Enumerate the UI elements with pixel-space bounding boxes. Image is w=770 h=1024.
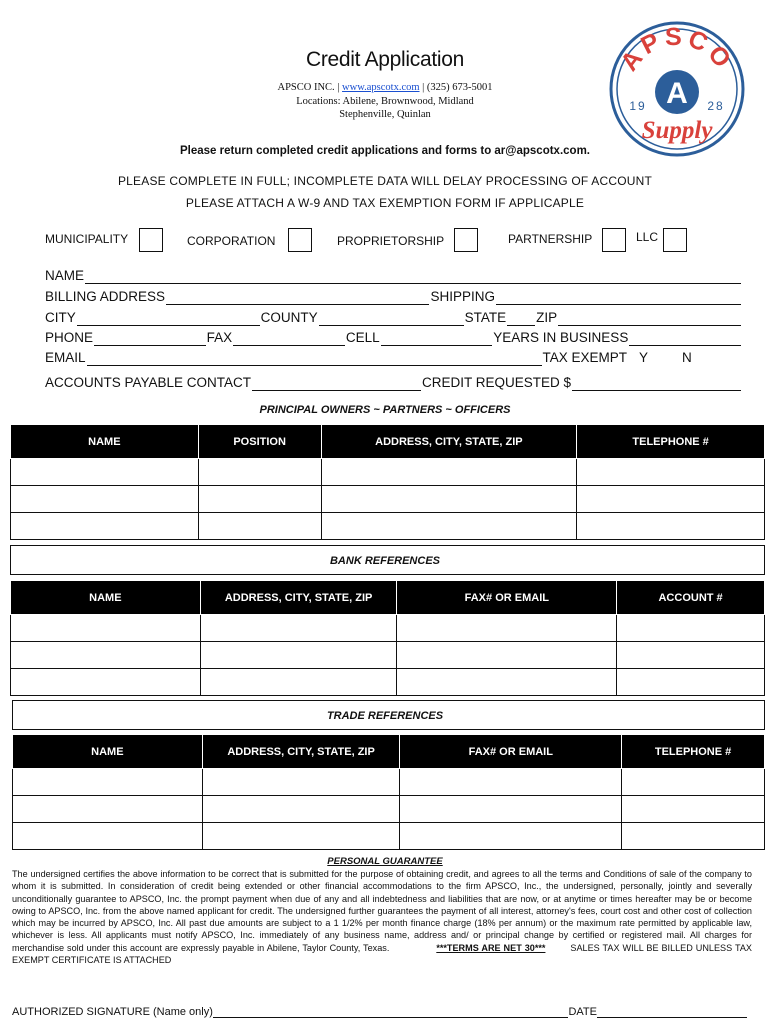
- entity-label-partnership: PARTNERSHIP: [508, 232, 593, 246]
- signature-label: AUTHORIZED SIGNATURE (Name only): [12, 1006, 213, 1018]
- state-input[interactable]: [507, 312, 535, 326]
- name-label: NAME: [45, 268, 85, 283]
- checkbox-corporation[interactable]: [288, 228, 312, 252]
- years-in-business-input[interactable]: [629, 332, 741, 346]
- page-title: Credit Application: [305, 48, 465, 71]
- table-cell[interactable]: [11, 642, 201, 669]
- logo-year-right: 28: [707, 99, 725, 113]
- logo-center-letter: A: [666, 77, 688, 110]
- trade-col-name: NAME: [13, 735, 203, 769]
- phone-label: PHONE: [45, 330, 94, 345]
- phone-row: [45, 328, 742, 346]
- ap-contact-label: ACCOUNTS PAYABLE CONTACT: [45, 375, 252, 390]
- entity-label-llc: LLC: [636, 230, 659, 244]
- years-in-business-label: YEARS IN BUSINESS: [493, 330, 629, 345]
- checkbox-llc[interactable]: [663, 228, 687, 252]
- table-cell[interactable]: [622, 823, 765, 850]
- table-cell[interactable]: [577, 513, 765, 540]
- table-cell[interactable]: [202, 769, 400, 796]
- table-row: [11, 669, 765, 696]
- table-cell[interactable]: [202, 823, 400, 850]
- table-cell[interactable]: [321, 513, 577, 540]
- company-phone: | (325) 673-5001: [422, 82, 493, 93]
- bank-col-address: ADDRESS, CITY, STATE, ZIP: [200, 581, 397, 615]
- entity-label-proprietorship: PROPRIETORSHIP: [337, 234, 445, 248]
- table-cell[interactable]: [200, 642, 397, 669]
- credit-requested-input[interactable]: [572, 377, 741, 391]
- email-row: [45, 348, 742, 366]
- table-cell[interactable]: [202, 796, 400, 823]
- state-label: STATE: [464, 310, 507, 325]
- principals-col-position: POSITION: [198, 425, 321, 459]
- billing-address-input[interactable]: [166, 291, 429, 305]
- ap-contact-row: [45, 373, 742, 391]
- table-row: [11, 486, 765, 513]
- company-contact-line: [0, 81, 770, 94]
- logo-year-left: 19: [629, 99, 647, 113]
- terms-net-30: ***TERMS ARE NET 30***: [436, 942, 546, 953]
- guarantee-title: PERSONAL GUARANTEE: [327, 856, 443, 867]
- table-cell[interactable]: [200, 615, 397, 642]
- table-cell[interactable]: [198, 486, 321, 513]
- table-cell[interactable]: [321, 459, 577, 486]
- entity-label-municipality: MUNICIPALITY: [45, 232, 129, 246]
- table-cell[interactable]: [13, 823, 203, 850]
- county-label: COUNTY: [260, 310, 318, 325]
- table-cell[interactable]: [11, 459, 199, 486]
- bank-table: [10, 580, 765, 696]
- table-cell[interactable]: [397, 642, 617, 669]
- table-row: [11, 642, 765, 669]
- tax-exempt-no[interactable]: N: [682, 350, 692, 365]
- locations-line-1: Locations: Abilene, Brownwood, Midland: [296, 96, 474, 107]
- principals-col-address: ADDRESS, CITY, STATE, ZIP: [321, 425, 577, 459]
- table-cell[interactable]: [617, 615, 765, 642]
- table-cell[interactable]: [321, 486, 577, 513]
- email-input[interactable]: [87, 352, 542, 366]
- table-row: [13, 823, 765, 850]
- bank-col-name: NAME: [11, 581, 201, 615]
- table-row: [13, 769, 765, 796]
- bank-title: BANK REFERENCES: [329, 555, 440, 567]
- fax-input[interactable]: [233, 332, 345, 346]
- table-cell[interactable]: [13, 796, 203, 823]
- table-cell[interactable]: [577, 486, 765, 513]
- date-label: DATE: [568, 1006, 597, 1018]
- table-cell[interactable]: [11, 669, 201, 696]
- zip-input[interactable]: [558, 312, 741, 326]
- signature-input[interactable]: [213, 1006, 569, 1018]
- guarantee-text: [12, 868, 752, 966]
- table-row: [11, 513, 765, 540]
- email-label: EMAIL: [45, 350, 86, 365]
- company-name: APSCO INC. |: [277, 82, 340, 93]
- table-row: [11, 459, 765, 486]
- fax-label: FAX: [206, 330, 233, 345]
- checkbox-partnership[interactable]: [602, 228, 626, 252]
- table-cell[interactable]: [622, 769, 765, 796]
- website-link[interactable]: www.apscotx.com: [342, 82, 420, 93]
- trade-col-address: ADDRESS, CITY, STATE, ZIP: [202, 735, 400, 769]
- table-cell[interactable]: [198, 459, 321, 486]
- signature-row: [12, 1006, 747, 1018]
- billing-address-label: BILLING ADDRESS: [45, 289, 166, 304]
- table-cell[interactable]: [400, 769, 622, 796]
- table-cell[interactable]: [397, 669, 617, 696]
- ap-contact-input[interactable]: [252, 377, 421, 391]
- trade-title: TRADE REFERENCES: [326, 710, 444, 722]
- shipping-input[interactable]: [496, 291, 741, 305]
- county-input[interactable]: [319, 312, 464, 326]
- name-row: [45, 266, 742, 284]
- notice-attach: PLEASE ATTACH A W-9 AND TAX EXEMPTION FORM IF APPLICAPLE: [185, 196, 585, 210]
- shipping-label: SHIPPING: [430, 289, 495, 304]
- table-cell[interactable]: [13, 769, 203, 796]
- principals-title: PRINCIPAL OWNERS ~ PARTNERS ~ OFFICERS: [259, 404, 511, 416]
- city-row: [45, 308, 742, 326]
- table-cell[interactable]: [11, 615, 201, 642]
- table-cell[interactable]: [11, 486, 199, 513]
- phone-input[interactable]: [94, 332, 206, 346]
- principals-table: [10, 424, 765, 540]
- table-row: [13, 796, 765, 823]
- sales-tax-note: SALES TAX WILL BE BILLED UNLESS TAX EXEMPT CERTIFICATE IS ATTACHED: [12, 942, 752, 966]
- logo-script-text: Supply: [641, 117, 713, 144]
- trade-table: [12, 734, 765, 850]
- zip-label: ZIP: [536, 310, 558, 325]
- bank-col-fax-email: FAX# OR EMAIL: [397, 581, 617, 615]
- name-input[interactable]: [85, 270, 741, 284]
- table-cell[interactable]: [617, 669, 765, 696]
- city-label: CITY: [45, 310, 76, 325]
- principals-col-name: NAME: [11, 425, 199, 459]
- locations-line-2: Stephenville, Quinlan: [339, 109, 431, 120]
- tax-exempt-yes[interactable]: Y: [639, 350, 649, 365]
- table-cell[interactable]: [397, 615, 617, 642]
- table-cell[interactable]: [622, 796, 765, 823]
- logo-top-text: APSCO: [615, 22, 739, 77]
- table-row: [11, 615, 765, 642]
- table-cell[interactable]: [400, 796, 622, 823]
- credit-requested-label: CREDIT REQUESTED $: [422, 375, 572, 390]
- entity-label-corporation: CORPORATION: [187, 234, 276, 248]
- table-cell[interactable]: [198, 513, 321, 540]
- billing-row: [45, 287, 742, 305]
- cell-label: CELL: [345, 330, 380, 345]
- tax-exempt-label: TAX EXEMPT: [542, 350, 628, 365]
- city-input[interactable]: [77, 312, 260, 326]
- principals-col-telephone: TELEPHONE #: [577, 425, 765, 459]
- guarantee-body: The undersigned certifies the above information to be correct that is submitted for the purpose of obtaining credit, and agrees to all the terms and Conditions of sale of the company to whom it is submitted. In consideration of credit being extended or other financial accommodations to the firm APSCO, Inc., the undersigned, personally, jointly and severally unconditionally guarantee to APSCO, Inc. the prompt payment when due of any and all indebtedness and liabilities that are now, or at anytime or times hereafter may be or become owing to APSCO, Inc. from the above named applicant for credit. The undersigned further guarantees the payment of all interest, attorney's fees, court cost and other cost of collection which may be incurred by APSCO, Inc. All past due amounts are subject to a 1 1/2% per month finance charge (18% per annum) or the maximum rate permitted by applicable law, whichever is less. All applicants must notify APSCO, Inc. immediately of any business name, address and/ or principal change by certified or registered mail. All charges for merchandise sold under this account are expressly payable in Abilene, Taylor County, Texas.: [12, 869, 752, 953]
- notice-complete: PLEASE COMPLETE IN FULL; INCOMPLETE DATA WILL DELAY PROCESSING OF ACCOUNT: [117, 174, 653, 188]
- table-cell[interactable]: [200, 669, 397, 696]
- return-note: Please return completed credit applications and forms to ar@apscotx.com.: [180, 145, 590, 157]
- table-cell[interactable]: [11, 513, 199, 540]
- cell-input[interactable]: [381, 332, 493, 346]
- checkbox-proprietorship[interactable]: [454, 228, 478, 252]
- checkbox-municipality[interactable]: [139, 228, 163, 252]
- table-cell[interactable]: [577, 459, 765, 486]
- bank-col-account: ACCOUNT #: [617, 581, 765, 615]
- trade-col-fax-email: FAX# OR EMAIL: [400, 735, 622, 769]
- date-input[interactable]: [597, 1006, 747, 1018]
- table-cell[interactable]: [617, 642, 765, 669]
- table-cell[interactable]: [400, 823, 622, 850]
- trade-col-telephone: TELEPHONE #: [622, 735, 765, 769]
